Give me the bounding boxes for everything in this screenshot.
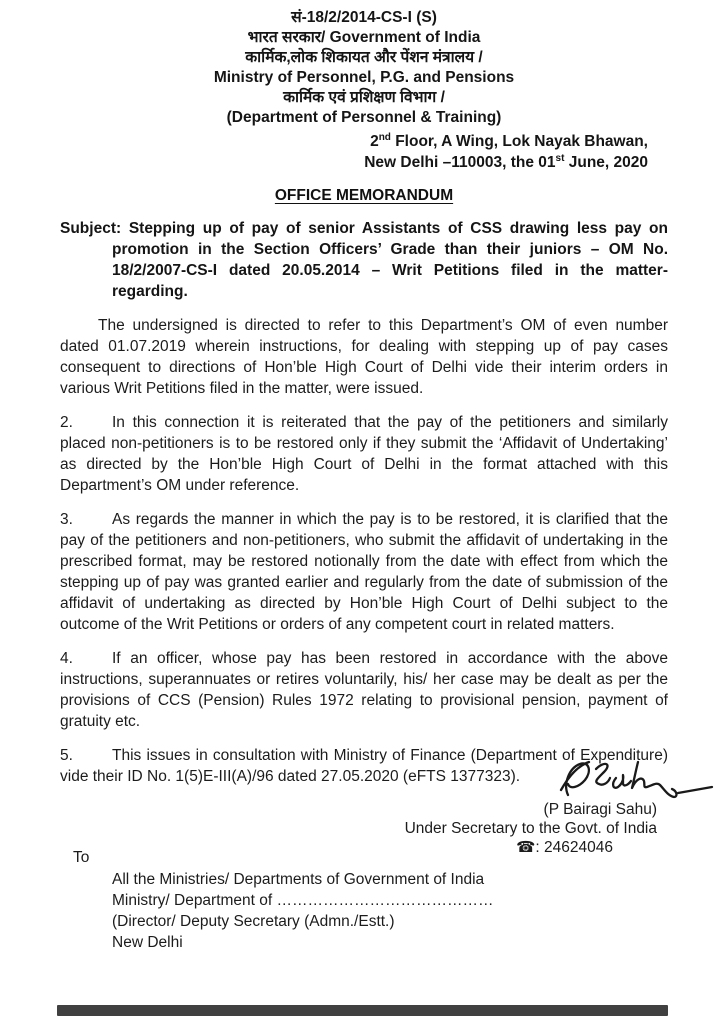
- address-line2-text: New Delhi –110003, the 01: [364, 153, 556, 171]
- address-line-1: [60, 132, 648, 153]
- address-line1-text: 2: [370, 133, 379, 150]
- paragraph-2: [60, 412, 668, 496]
- org-line-hindi-ministry: कार्मिक,लोक शिकायत और पेंशन मंत्रालय /: [245, 49, 483, 66]
- signatory-title: Under Secretary to the Govt. of India: [404, 820, 657, 837]
- org-line-hindi-department: कार्मिक एवं प्रशिक्षण विभाग /: [283, 89, 445, 106]
- handwritten-signature-icon: [558, 758, 716, 802]
- paragraph-2-text: In this connection it is reiterated that the pay of the petitioners and similarly placed non-petitioners is to be restored only if they submit the ‘Affidavit of Undertaking’ as directed by the Hon’ble High Court of Delhi in the format attached with this Department’s OM under reference.: [60, 414, 668, 494]
- address-line1-rest: Floor, A Wing, Lok Nayak Bhawan,: [390, 133, 648, 150]
- paragraph-1-text: The undersigned is directed to refer to this Department’s OM of even number dated 01.07.2019 wherein instructions, for dealing with stepping up of pay cases consequent to directions of Hon’ble High Court of Delhi vide their interim orders in various Writ Petitions filed in the matter, were issued.: [60, 317, 668, 397]
- address-date-block: [60, 132, 668, 173]
- memo-title: [60, 185, 668, 206]
- memo-title-text: OFFICE MEMORANDUM: [274, 187, 454, 204]
- paragraph-3-text: As regards the manner in which the pay is to be restored, it is clarified that the pay of the petitioners and non-petitioners, who submit the affidavit of undertaking in the prescribed format, may be restored notionally from the date with effect from which the stepping up of pay was granted earlier and regularly from the date of submission of the affidavit of undertaking as directed by Hon’ble High Court of Delhi subject to the outcome of the Writ Petitions or orders of any competent court in related matters.: [60, 511, 668, 633]
- org-line-department: (Department of Personnel & Training): [226, 109, 502, 126]
- paragraph-2-number: 2.: [60, 414, 73, 431]
- paragraph-1: [60, 315, 668, 399]
- distribution-list: [112, 869, 494, 953]
- paragraph-5-number: 5.: [60, 747, 73, 764]
- address-line-2: [60, 153, 648, 174]
- ordinal-superscript: st: [555, 152, 565, 164]
- distribution-line-4: New Delhi: [112, 934, 183, 951]
- letterhead: [60, 0, 668, 128]
- distribution-line-2: Ministry/ Department of ……………………………………: [112, 892, 494, 909]
- subject-label: Subject:: [60, 220, 122, 237]
- reference-number: सं-18/2/2014-CS-I (S): [291, 9, 437, 26]
- document-body: [60, 0, 668, 787]
- distribution-line-1: All the Ministries/ Departments of Government of India: [112, 871, 485, 888]
- paragraph-4: [60, 648, 668, 732]
- signatory-phone: [516, 837, 613, 858]
- scan-artifact-bar: [57, 1005, 668, 1016]
- address-line2-rest: June, 2020: [564, 153, 648, 171]
- phone-number: : 24624046: [535, 839, 613, 856]
- signatory-name: (P Bairagi Sahu): [543, 801, 657, 818]
- subject-block: [60, 218, 668, 302]
- paragraph-4-text: If an officer, whose pay has been restored in accordance with the above instructions, superannuates or retires voluntarily, his/ her case may be dealt as per the provisions of CCS (Pension) Rules 1972 relating to provisional pension, payment of gratuity etc.: [60, 650, 668, 730]
- subject-text: Stepping up of pay of senior Assistants of CSS drawing less pay on promotion in the Section Officers’ Grade than their juniors – OM No. 18/2/2007-CS-I dated 20.05.2014 – Writ Petitions filed in the matter- regarding.: [112, 220, 668, 300]
- paragraph-4-number: 4.: [60, 650, 73, 667]
- to-label: To: [73, 849, 90, 866]
- paragraph-5-text: This issues in consultation with Ministry of Finance (Department of Expenditure) vide their ID No. 1(5)E-III(A)/96 dated 27.05.2020 (eFTS 1377323).: [60, 747, 668, 785]
- paragraph-3-number: 3.: [60, 511, 73, 528]
- ordinal-superscript: nd: [378, 131, 391, 143]
- org-line-ministry: Ministry of Personnel, P.G. and Pensions: [213, 69, 515, 86]
- org-line-hindi-govt: भारत सरकार/ Government of India: [247, 29, 481, 46]
- distribution-line-3: (Director/ Deputy Secretary (Admn./Estt.): [112, 913, 395, 930]
- paragraph-3: [60, 509, 668, 635]
- telephone-icon: ☎: [516, 839, 536, 856]
